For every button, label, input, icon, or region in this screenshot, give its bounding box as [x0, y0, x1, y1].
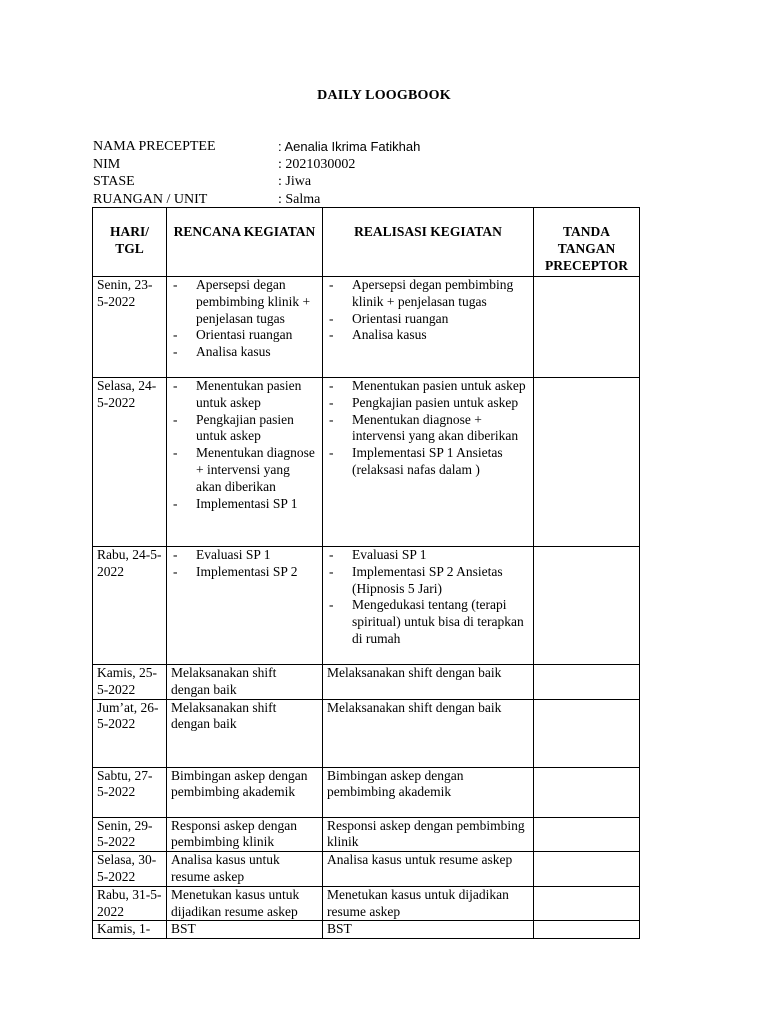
list-item: - Analisa kasus: [327, 327, 529, 344]
plan-cell: Analisa kasus untuk resume askep: [167, 852, 323, 887]
real-cell: Menetukan kasus untuk dijadikan resume askep: [323, 886, 534, 921]
day-cell: Rabu, 24-5-2022: [93, 547, 167, 665]
plan-cell: Melaksanakan shift dengan baik: [167, 665, 323, 700]
real-cell: [323, 378, 534, 547]
list-item: - Pengkajian pasien untuk askep: [171, 412, 318, 446]
signature-cell: [534, 886, 640, 921]
real-cell: [323, 547, 534, 665]
list-item: - Implementasi SP 1 Ansietas (relaksasi nafas dalam ): [327, 445, 529, 479]
signature-cell: [534, 817, 640, 852]
plan-cell: Responsi askep dengan pembimbing klinik: [167, 817, 323, 852]
list-item: - Implementasi SP 2: [171, 564, 318, 581]
table-row: [93, 817, 640, 852]
day-cell: Selasa, 24-5-2022: [93, 378, 167, 547]
real-cell: Analisa kasus untuk resume askep: [323, 852, 534, 887]
list-item: - Orientasi ruangan: [171, 327, 318, 344]
document-title: DAILY LOOGBOOK: [317, 88, 451, 103]
real-cell: [323, 277, 534, 378]
list-item: - Implementasi SP 1: [171, 496, 318, 513]
day-cell: Senin, 29-5-2022: [93, 817, 167, 852]
day-cell: Rabu, 31-5-2022: [93, 886, 167, 921]
signature-cell: [534, 852, 640, 887]
info-row-name: [93, 138, 420, 156]
list-item: - Pengkajian pasien untuk askep: [327, 395, 529, 412]
table-row: [93, 378, 640, 547]
table-header-row: [93, 208, 640, 277]
header-plan: RENCANA KEGIATAN: [167, 208, 323, 277]
info-label: NIM: [93, 156, 121, 172]
signature-cell: [534, 699, 640, 767]
day-cell: Selasa, 30-5-2022: [93, 852, 167, 887]
list-item: - Evaluasi SP 1: [171, 547, 318, 564]
list-item: - Apersepsi degan pembimbing klinik + penjelasan tugas: [327, 277, 529, 311]
info-value: : Jiwa: [278, 174, 312, 189]
plan-cell: [167, 378, 323, 547]
day-cell: Kamis, 25-5-2022: [93, 665, 167, 700]
day-cell: Jum’at, 26-5-2022: [93, 699, 167, 767]
table-row: [93, 921, 640, 939]
logbook-table: [92, 207, 640, 939]
day-cell: Kamis, 1-: [93, 921, 167, 939]
table-body: [93, 277, 640, 939]
plan-list: [171, 378, 318, 512]
list-item: - Mengedukasi tentang (terapi spiritual) untuk bisa di terapkan di rumah: [327, 597, 529, 647]
signature-cell: [534, 378, 640, 547]
real-list: [327, 378, 529, 479]
plan-list: [171, 277, 318, 361]
day-cell: Senin, 23-5-2022: [93, 277, 167, 378]
info-row-unit: [93, 191, 420, 209]
real-cell: Bimbingan askep dengan pembimbing akademik: [323, 767, 534, 817]
list-item: - Menentukan diagnose + intervensi yang akan diberikan: [327, 412, 529, 446]
real-list: [327, 547, 529, 648]
plan-cell: BST: [167, 921, 323, 939]
list-item: - Menentukan diagnose + intervensi yang akan diberikan: [171, 445, 318, 495]
header-real: REALISASI KEGIATAN: [323, 208, 534, 277]
plan-cell: Bimbingan askep dengan pembimbing akademik: [167, 767, 323, 817]
day-cell: Sabtu, 27-5-2022: [93, 767, 167, 817]
preceptee-info: [93, 138, 420, 208]
table-row: [93, 547, 640, 665]
header-day: HARI/ TGL: [93, 208, 167, 277]
signature-cell: [534, 665, 640, 700]
list-item: - Orientasi ruangan: [327, 311, 529, 328]
table-row: [93, 852, 640, 887]
info-row-stase: [93, 173, 420, 191]
table-row: [93, 277, 640, 378]
real-list: [327, 277, 529, 344]
info-value: : 2021030002: [278, 156, 356, 172]
info-label: RUANGAN / UNIT: [93, 191, 208, 207]
header-sign: TANDA TANGAN PRECEPTOR: [534, 208, 640, 277]
plan-cell: Menetukan kasus untuk dijadikan resume askep: [167, 886, 323, 921]
plan-cell: [167, 547, 323, 665]
info-value: : Salma: [278, 191, 321, 207]
info-row-nim: [93, 156, 420, 174]
table-row: [93, 665, 640, 700]
list-item: - Menentukan pasien untuk askep: [171, 378, 318, 412]
real-cell: Responsi askep dengan pembimbing klinik: [323, 817, 534, 852]
info-label: NAMA PRECEPTEE: [93, 139, 216, 154]
signature-cell: [534, 547, 640, 665]
info-label: STASE: [93, 174, 135, 189]
signature-cell: [534, 277, 640, 378]
list-item: - Apersepsi degan pembimbing klinik + penjelasan tugas: [171, 277, 318, 327]
real-cell: BST: [323, 921, 534, 939]
plan-cell: [167, 277, 323, 378]
list-item: - Evaluasi SP 1: [327, 547, 529, 564]
list-item: - Implementasi SP 2 Ansietas (Hipnosis 5 Jari): [327, 564, 529, 598]
list-item: - Analisa kasus: [171, 344, 318, 361]
table-row: [93, 886, 640, 921]
real-cell: Melaksanakan shift dengan baik: [323, 699, 534, 767]
list-item: - Menentukan pasien untuk askep: [327, 378, 529, 395]
table-row: [93, 699, 640, 767]
plan-list: [171, 547, 318, 581]
plan-cell: Melaksanakan shift dengan baik: [167, 699, 323, 767]
signature-cell: [534, 921, 640, 939]
real-cell: Melaksanakan shift dengan baik: [323, 665, 534, 700]
info-value: : Aenalia Ikrima Fatikhah: [278, 139, 421, 154]
signature-cell: [534, 767, 640, 817]
table-row: [93, 767, 640, 817]
